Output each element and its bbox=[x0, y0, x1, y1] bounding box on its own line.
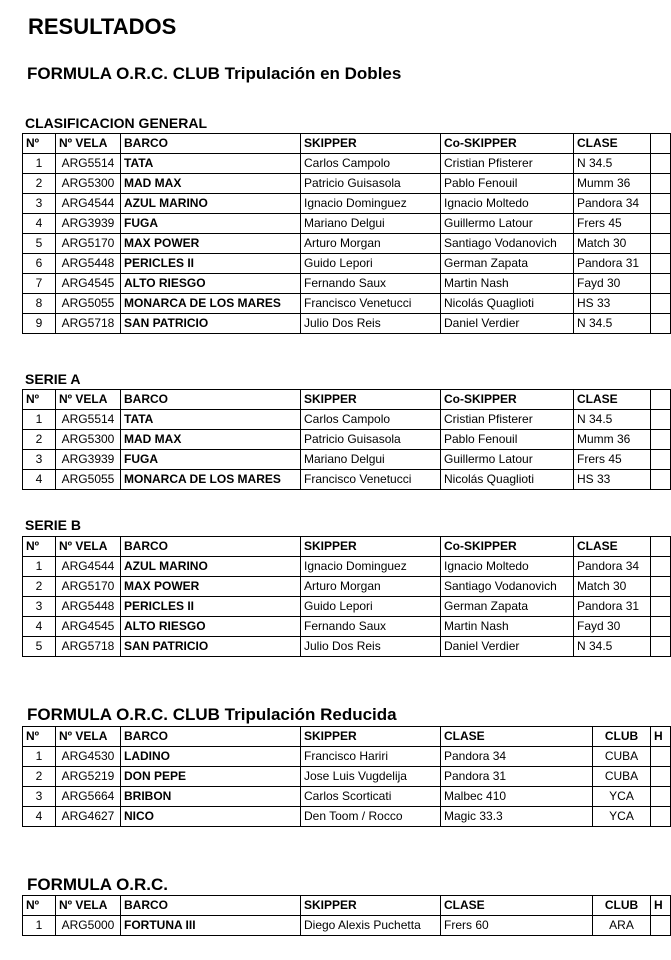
table-cell: Santiago Vodanovich bbox=[441, 577, 574, 597]
table-cell: ARG5300 bbox=[56, 430, 121, 450]
table-cell: MONARCA DE LOS MARES bbox=[121, 294, 301, 314]
table-cell: Match 30 bbox=[574, 577, 651, 597]
table-cell: Mariano Delgui bbox=[301, 214, 441, 234]
table-cell bbox=[651, 597, 671, 617]
table-cell: Fayd 30 bbox=[574, 274, 651, 294]
table-cell: 4 bbox=[23, 470, 56, 490]
table-cell: ARA bbox=[593, 916, 651, 936]
table-cell: Cristian Pfisterer bbox=[441, 410, 574, 430]
table-cell: Martin Nash bbox=[441, 274, 574, 294]
table-row bbox=[23, 294, 671, 314]
table-cell: Cristian Pfisterer bbox=[441, 154, 574, 174]
column-header: Nº bbox=[23, 896, 56, 916]
table-cell: ARG4627 bbox=[56, 807, 121, 827]
column-header: BARCO bbox=[121, 134, 301, 154]
table-cell: Guillermo Latour bbox=[441, 450, 574, 470]
table-cell: Fernando Saux bbox=[301, 617, 441, 637]
table-cell: Pablo Fenouil bbox=[441, 430, 574, 450]
column-header: H bbox=[651, 727, 671, 747]
table-cell: SAN PATRICIO bbox=[121, 314, 301, 334]
table-row bbox=[23, 410, 671, 430]
table-cell: 1 bbox=[23, 747, 56, 767]
table-cell: 1 bbox=[23, 154, 56, 174]
table-cell: Pandora 34 bbox=[574, 194, 651, 214]
table-header-row bbox=[23, 134, 671, 154]
table-cell: Magic 33.3 bbox=[441, 807, 593, 827]
table-cell: Carlos Campolo bbox=[301, 410, 441, 430]
table-cell: N 34.5 bbox=[574, 314, 651, 334]
table-cell: ARG5718 bbox=[56, 314, 121, 334]
column-header: SKIPPER bbox=[301, 134, 441, 154]
table-cell: Mumm 36 bbox=[574, 174, 651, 194]
column-header: CLASE bbox=[574, 390, 651, 410]
table-cell bbox=[651, 294, 671, 314]
table-cell: LADINO bbox=[121, 747, 301, 767]
table-cell: 4 bbox=[23, 617, 56, 637]
table-cell: Pandora 31 bbox=[574, 597, 651, 617]
table-cell: Carlos Campolo bbox=[301, 154, 441, 174]
table-cell: FUGA bbox=[121, 214, 301, 234]
column-header: CLASE bbox=[574, 537, 651, 557]
table-cell: HS 33 bbox=[574, 294, 651, 314]
table-cell: 8 bbox=[23, 294, 56, 314]
column-header: SKIPPER bbox=[301, 390, 441, 410]
table-cell: German Zapata bbox=[441, 254, 574, 274]
table-row bbox=[23, 174, 671, 194]
table-header-row bbox=[23, 896, 671, 916]
column-header: Nº bbox=[23, 390, 56, 410]
column-header: CLASE bbox=[574, 134, 651, 154]
serie-b-table bbox=[22, 536, 671, 657]
table-cell: ARG5219 bbox=[56, 767, 121, 787]
serie-b-heading: SERIE B bbox=[25, 517, 82, 533]
table-row bbox=[23, 916, 671, 936]
table-cell: Den Toom / Rocco bbox=[301, 807, 441, 827]
table-cell bbox=[651, 154, 671, 174]
serie-a-heading: SERIE A bbox=[25, 371, 81, 387]
table-cell: Francisco Hariri bbox=[301, 747, 441, 767]
table-row bbox=[23, 234, 671, 254]
table-cell: 1 bbox=[23, 410, 56, 430]
table-cell bbox=[651, 470, 671, 490]
table-cell: Guillermo Latour bbox=[441, 214, 574, 234]
table-cell: Martin Nash bbox=[441, 617, 574, 637]
table-cell: Pandora 31 bbox=[441, 767, 593, 787]
table-row bbox=[23, 597, 671, 617]
column-header: Nº bbox=[23, 537, 56, 557]
table-cell: MAX POWER bbox=[121, 577, 301, 597]
table-cell: ARG5000 bbox=[56, 916, 121, 936]
table-header-row bbox=[23, 727, 671, 747]
table-cell: Mariano Delgui bbox=[301, 450, 441, 470]
table-cell: Match 30 bbox=[574, 234, 651, 254]
orc-table bbox=[22, 895, 671, 936]
table-header-row bbox=[23, 390, 671, 410]
column-header: Co-SKIPPER bbox=[441, 537, 574, 557]
table-cell bbox=[651, 430, 671, 450]
table-cell: 4 bbox=[23, 807, 56, 827]
table-cell: Pandora 31 bbox=[574, 254, 651, 274]
table-header-row bbox=[23, 537, 671, 557]
table-row bbox=[23, 747, 671, 767]
table-cell: ALTO RIESGO bbox=[121, 274, 301, 294]
table-cell: Daniel Verdier bbox=[441, 314, 574, 334]
table-cell: AZUL MARINO bbox=[121, 557, 301, 577]
table-row bbox=[23, 314, 671, 334]
column-header: Co-SKIPPER bbox=[441, 134, 574, 154]
table-row bbox=[23, 577, 671, 597]
table-row bbox=[23, 637, 671, 657]
table-cell bbox=[651, 194, 671, 214]
column-header bbox=[651, 134, 671, 154]
table-cell: N 34.5 bbox=[574, 637, 651, 657]
column-header: CLASE bbox=[441, 896, 593, 916]
table-cell bbox=[651, 747, 671, 767]
table-cell: Ignacio Dominguez bbox=[301, 557, 441, 577]
table-cell: ARG4545 bbox=[56, 617, 121, 637]
table-cell: MONARCA DE LOS MARES bbox=[121, 470, 301, 490]
table-cell: 2 bbox=[23, 767, 56, 787]
table-row bbox=[23, 154, 671, 174]
page-title: RESULTADOS bbox=[28, 14, 177, 39]
table-cell: ARG4544 bbox=[56, 194, 121, 214]
table-cell: 2 bbox=[23, 174, 56, 194]
table-cell: Fayd 30 bbox=[574, 617, 651, 637]
table-cell: Ignacio Dominguez bbox=[301, 194, 441, 214]
table-cell bbox=[651, 557, 671, 577]
table-cell: 2 bbox=[23, 430, 56, 450]
serie-a-table bbox=[22, 389, 671, 490]
table-cell: Jose Luis Vugdelija bbox=[301, 767, 441, 787]
column-header: SKIPPER bbox=[301, 537, 441, 557]
table-cell: Daniel Verdier bbox=[441, 637, 574, 657]
table-cell: CUBA bbox=[593, 747, 651, 767]
column-header: Co-SKIPPER bbox=[441, 390, 574, 410]
table-cell: ARG5300 bbox=[56, 174, 121, 194]
table-cell: MAD MAX bbox=[121, 430, 301, 450]
column-header: CLUB bbox=[593, 727, 651, 747]
table-cell: Ignacio Moltedo bbox=[441, 557, 574, 577]
table-cell bbox=[651, 314, 671, 334]
table-cell: SAN PATRICIO bbox=[121, 637, 301, 657]
column-header: Nº bbox=[23, 727, 56, 747]
table-row bbox=[23, 430, 671, 450]
column-header: Nº VELA bbox=[56, 390, 121, 410]
table-cell: ARG5664 bbox=[56, 787, 121, 807]
table-cell: Carlos Scorticati bbox=[301, 787, 441, 807]
table-cell: Frers 45 bbox=[574, 450, 651, 470]
table-cell bbox=[651, 174, 671, 194]
table-cell: ARG3939 bbox=[56, 450, 121, 470]
table-cell: 5 bbox=[23, 234, 56, 254]
column-header: BARCO bbox=[121, 727, 301, 747]
table-row bbox=[23, 274, 671, 294]
table-cell: 3 bbox=[23, 787, 56, 807]
table-cell: BRIBON bbox=[121, 787, 301, 807]
table-cell: ARG4545 bbox=[56, 274, 121, 294]
table-cell: Julio Dos Reis bbox=[301, 637, 441, 657]
column-header bbox=[651, 390, 671, 410]
table-cell: Guido Lepori bbox=[301, 597, 441, 617]
column-header bbox=[651, 537, 671, 557]
table-cell: ARG4544 bbox=[56, 557, 121, 577]
table-cell bbox=[651, 577, 671, 597]
table-cell: ARG5514 bbox=[56, 154, 121, 174]
column-header: CLASE bbox=[441, 727, 593, 747]
table-cell: PERICLES II bbox=[121, 597, 301, 617]
reducida-table bbox=[22, 726, 671, 827]
table-cell: HS 33 bbox=[574, 470, 651, 490]
table-cell: 3 bbox=[23, 194, 56, 214]
column-header: Nº VELA bbox=[56, 537, 121, 557]
table-row bbox=[23, 807, 671, 827]
table-cell: 3 bbox=[23, 450, 56, 470]
table-cell: 2 bbox=[23, 577, 56, 597]
table-cell: TATA bbox=[121, 410, 301, 430]
table-cell: 7 bbox=[23, 274, 56, 294]
table-cell: FUGA bbox=[121, 450, 301, 470]
table-cell: PERICLES II bbox=[121, 254, 301, 274]
column-header: BARCO bbox=[121, 896, 301, 916]
table-cell: Frers 45 bbox=[574, 214, 651, 234]
table-cell bbox=[651, 617, 671, 637]
general-heading: CLASIFICACION GENERAL bbox=[25, 115, 207, 131]
table-cell bbox=[651, 274, 671, 294]
column-header: BARCO bbox=[121, 537, 301, 557]
table-cell: YCA bbox=[593, 807, 651, 827]
table-cell bbox=[651, 254, 671, 274]
table-cell: 1 bbox=[23, 557, 56, 577]
table-cell: 5 bbox=[23, 637, 56, 657]
table-cell: Malbec 410 bbox=[441, 787, 593, 807]
table-cell: Julio Dos Reis bbox=[301, 314, 441, 334]
table-cell: German Zapata bbox=[441, 597, 574, 617]
orc-heading: FORMULA O.R.C. bbox=[27, 875, 169, 894]
table-cell: MAD MAX bbox=[121, 174, 301, 194]
table-cell: N 34.5 bbox=[574, 154, 651, 174]
table-cell: ARG5055 bbox=[56, 294, 121, 314]
table-cell: Arturo Morgan bbox=[301, 234, 441, 254]
dobles-heading: FORMULA O.R.C. CLUB Tripulación en Dobles bbox=[27, 64, 402, 83]
table-cell: Francisco Venetucci bbox=[301, 470, 441, 490]
table-cell: Nicolás Quaglioti bbox=[441, 294, 574, 314]
table-cell: Frers 60 bbox=[441, 916, 593, 936]
table-row bbox=[23, 787, 671, 807]
column-header: Nº VELA bbox=[56, 896, 121, 916]
table-row bbox=[23, 557, 671, 577]
table-cell: ARG3939 bbox=[56, 214, 121, 234]
table-cell: AZUL MARINO bbox=[121, 194, 301, 214]
table-cell bbox=[651, 916, 671, 936]
table-cell: Nicolás Quaglioti bbox=[441, 470, 574, 490]
table-row bbox=[23, 450, 671, 470]
table-cell: ARG5448 bbox=[56, 254, 121, 274]
table-row bbox=[23, 254, 671, 274]
table-cell: ARG5170 bbox=[56, 234, 121, 254]
general-table bbox=[22, 133, 671, 334]
column-header: Nº VELA bbox=[56, 134, 121, 154]
table-row bbox=[23, 214, 671, 234]
table-cell bbox=[651, 807, 671, 827]
table-cell: ARG4530 bbox=[56, 747, 121, 767]
table-row bbox=[23, 194, 671, 214]
table-cell: 1 bbox=[23, 916, 56, 936]
table-cell bbox=[651, 637, 671, 657]
table-cell bbox=[651, 410, 671, 430]
column-header: Nº bbox=[23, 134, 56, 154]
table-cell: ARG5448 bbox=[56, 597, 121, 617]
table-cell: NICO bbox=[121, 807, 301, 827]
table-cell: ARG5718 bbox=[56, 637, 121, 657]
table-row bbox=[23, 617, 671, 637]
table-cell: DON PEPE bbox=[121, 767, 301, 787]
table-cell: 6 bbox=[23, 254, 56, 274]
column-header: CLUB bbox=[593, 896, 651, 916]
table-cell: 4 bbox=[23, 214, 56, 234]
table-cell bbox=[651, 787, 671, 807]
table-cell: FORTUNA III bbox=[121, 916, 301, 936]
table-cell: Ignacio Moltedo bbox=[441, 194, 574, 214]
table-row bbox=[23, 470, 671, 490]
table-cell: Patricio Guisasola bbox=[301, 430, 441, 450]
table-cell: CUBA bbox=[593, 767, 651, 787]
column-header: SKIPPER bbox=[301, 727, 441, 747]
table-cell: MAX POWER bbox=[121, 234, 301, 254]
table-row bbox=[23, 767, 671, 787]
column-header: H bbox=[651, 896, 671, 916]
table-cell: Diego Alexis Puchetta bbox=[301, 916, 441, 936]
table-cell: Arturo Morgan bbox=[301, 577, 441, 597]
table-cell: Fernando Saux bbox=[301, 274, 441, 294]
table-cell: Pandora 34 bbox=[441, 747, 593, 767]
table-cell: 9 bbox=[23, 314, 56, 334]
table-cell bbox=[651, 767, 671, 787]
table-cell: 3 bbox=[23, 597, 56, 617]
table-cell: TATA bbox=[121, 154, 301, 174]
table-cell: Santiago Vodanovich bbox=[441, 234, 574, 254]
table-cell: Pablo Fenouil bbox=[441, 174, 574, 194]
table-cell: ALTO RIESGO bbox=[121, 617, 301, 637]
reducida-heading: FORMULA O.R.C. CLUB Tripulación Reducida bbox=[27, 705, 397, 724]
table-cell bbox=[651, 214, 671, 234]
column-header: BARCO bbox=[121, 390, 301, 410]
table-cell: Pandora 34 bbox=[574, 557, 651, 577]
table-cell bbox=[651, 450, 671, 470]
table-cell: YCA bbox=[593, 787, 651, 807]
table-cell: ARG5170 bbox=[56, 577, 121, 597]
table-cell: Patricio Guisasola bbox=[301, 174, 441, 194]
table-cell: ARG5055 bbox=[56, 470, 121, 490]
column-header: Nº VELA bbox=[56, 727, 121, 747]
table-cell: ARG5514 bbox=[56, 410, 121, 430]
table-cell bbox=[651, 234, 671, 254]
table-cell: N 34.5 bbox=[574, 410, 651, 430]
table-cell: Francisco Venetucci bbox=[301, 294, 441, 314]
table-cell: Mumm 36 bbox=[574, 430, 651, 450]
table-cell: Guido Lepori bbox=[301, 254, 441, 274]
column-header: SKIPPER bbox=[301, 896, 441, 916]
